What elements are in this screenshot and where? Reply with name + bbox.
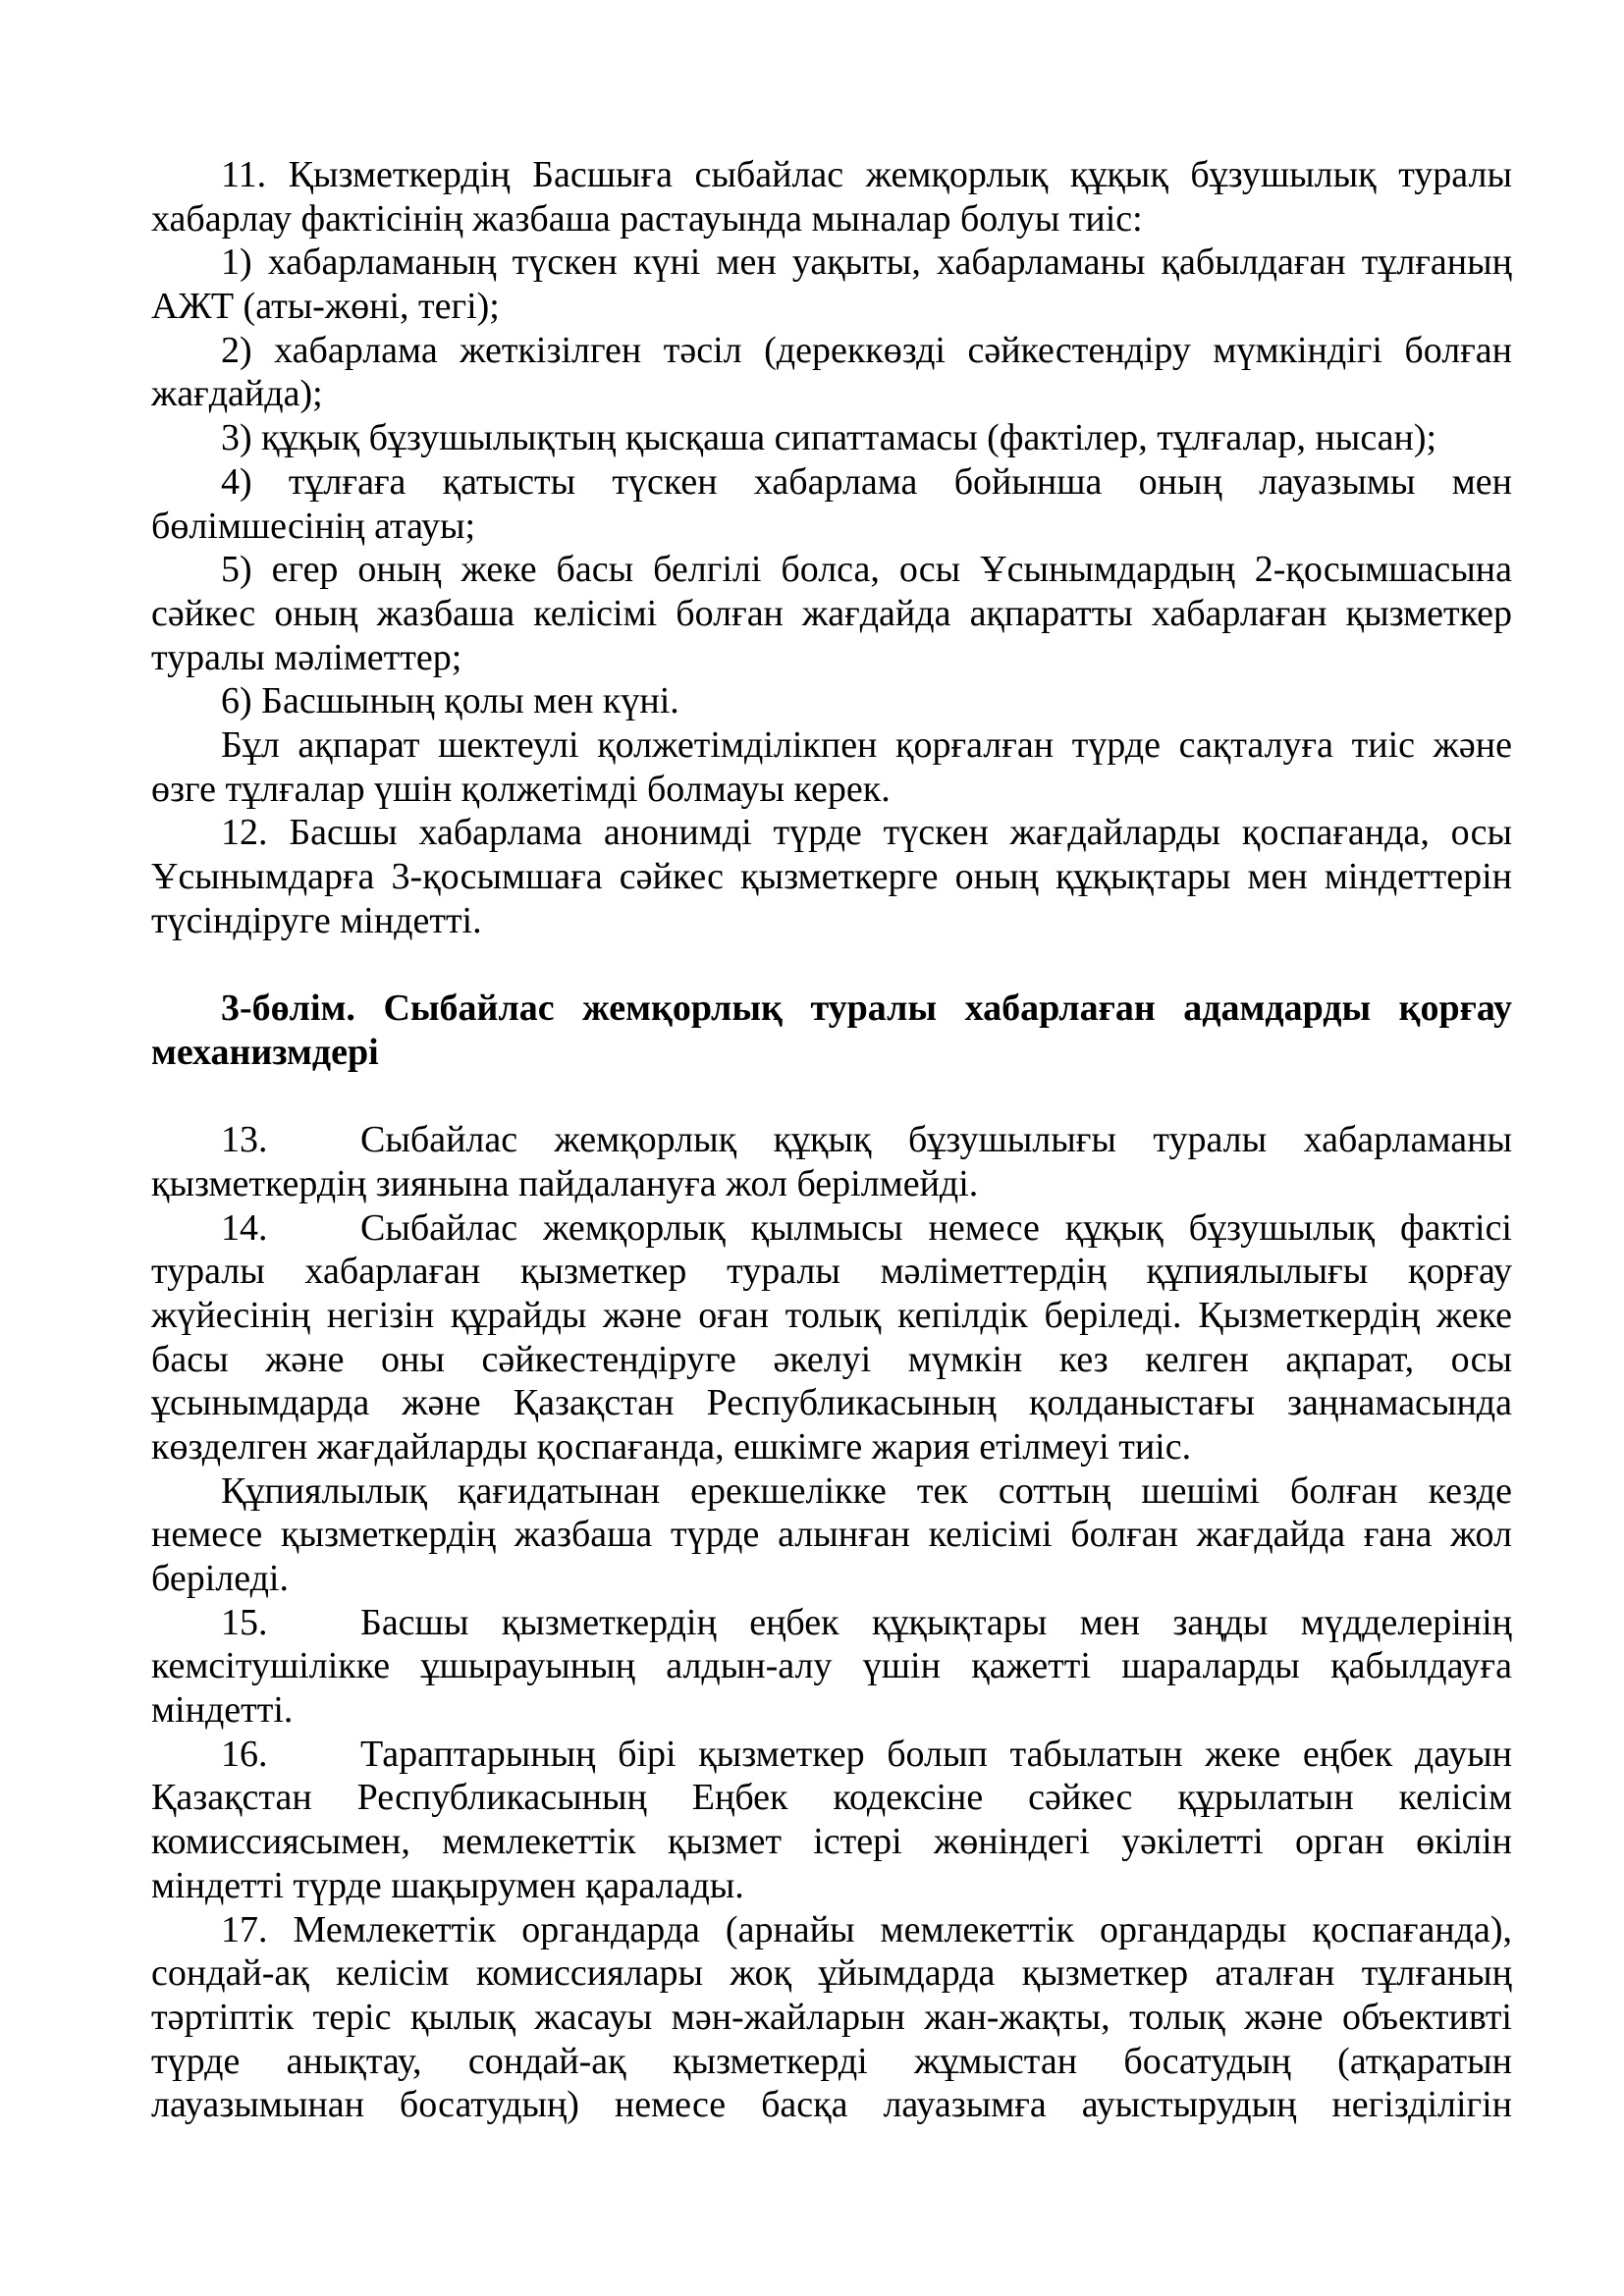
text-line: немесе қызметкердің жазбаша түрде алынған келісімі болған жағдайда ғана жол — [151, 1514, 1512, 1556]
text-line: 2) хабарлама жеткізілген тәсіл (дереккөзді сәйкестендіру мүмкіндігі болған — [221, 329, 1512, 371]
text-line: 12. Басшы хабарлама анонимді түрде түскен жағдайларды қоспағанда, осы — [221, 812, 1512, 854]
text-line: 6) Басшының қолы мен күні. — [221, 680, 679, 722]
text-line: 3) құқық бұзушылықтың қысқаша сипаттамасы (фактілер, тұлғалар, нысан); — [221, 417, 1437, 459]
text-line: өзге тұлғалар үшін қолжетімді болмауы керек. — [151, 768, 891, 810]
text-line: 16. Тараптарының бірі қызметкер болып табылатын жеке еңбек дауын — [221, 1733, 1512, 1775]
paragraph-number: 15. — [221, 1601, 268, 1643]
text-line: туралы мәліметтер; — [151, 636, 462, 678]
text-line: түсіндіруге міндетті. — [151, 899, 482, 941]
text-line: міндетті. — [151, 1689, 294, 1732]
text-line: сәйкес оның жазбаша келісімі болған жағдайда ақпаратты хабарлаған қызметкер — [151, 592, 1512, 634]
text-line: Ұсынымдарға 3-қосымшаға сәйкес қызметкерге оның құқықтары мен міндеттерін — [151, 856, 1512, 897]
text-line: ұсынымдарда және Қазақстан Республикасының қолданыстағы заңнамасында — [151, 1382, 1512, 1424]
text-line: міндетті түрде шақырумен қаралады. — [151, 1864, 744, 1906]
text-line: 4) тұлғаға қатысты түскен хабарлама бойынша оның лауазымы мен — [221, 460, 1512, 503]
section-heading-line: механизмдері — [151, 1031, 379, 1073]
paragraph-number: 13. — [221, 1119, 268, 1161]
text-line: жүйесінің негізін құрайды және оған толық кепілдік беріледі. Қызметкердің жеке — [151, 1294, 1512, 1336]
paragraph-number: 14. — [221, 1206, 268, 1249]
blank-line — [151, 1074, 1512, 1118]
text-line: 5) егер оның жеке басы белгілі болса, осы Ұсынымдардың 2-қосымшасына — [221, 549, 1512, 591]
text-line: комиссиясымен, мемлекеттік қызмет істері жөніндегі уәкілетті орган өкілін — [151, 1821, 1512, 1863]
document-body — [151, 153, 1512, 2127]
text-line: беріледі. — [151, 1558, 289, 1599]
text-line: 11. Қызметкердің Басшыға сыбайлас жемқорлық құқық бұзушылық туралы — [221, 154, 1512, 195]
text-line: АЖТ (аты-жөні, тегі); — [151, 286, 500, 328]
text-line: жағдайда); — [151, 373, 323, 415]
text-line: 13. Сыбайлас жемқорлық құқық бұзушылығы туралы хабарламаны — [221, 1119, 1512, 1161]
text-line: бөлімшесінің атауы; — [151, 505, 476, 547]
paragraph-number: 16. — [221, 1733, 268, 1775]
section-heading-line: 3-бөлім. Сыбайлас жемқорлық туралы хабарлаған адамдарды қорғау — [221, 988, 1512, 1030]
text-line: 1) хабарламаның түскен күні мен уақыты, хабарламаны қабылдаған тұлғаның — [221, 241, 1512, 284]
text-line: Қазақстан Республикасының Еңбек кодексіне сәйкес құрылатын келісім — [151, 1777, 1512, 1819]
text-line: тәртіптік теріс қылық жасауы мән-жайларын жан-жақты, толық және объективті — [151, 1996, 1512, 2038]
text-line: лауазымынан босатудың) немесе басқа лауазымға ауыстырудың негізділігін — [151, 2084, 1512, 2126]
text-line: қызметкердің зиянына пайдалануға жол берілмейді. — [151, 1162, 979, 1204]
blank-line — [151, 942, 1512, 987]
text-line: хабарлау фактісінің жазбаша растауында мыналар болуы тиіс: — [151, 197, 1143, 240]
text-line: кемсітушілікке ұшырауының алдын-алу үшін қажетті шараларды қабылдауға — [151, 1645, 1512, 1687]
text-line: туралы хабарлаған қызметкер туралы мәліметтердің құпиялылығы қорғау — [151, 1251, 1512, 1293]
text-line: басы және оны сәйкестендіруге әкелуі мүмкін кез келген ақпарат, осы — [151, 1338, 1512, 1380]
text-line: көзделген жағдайларды қоспағанда, ешкімге жария етілмеуі тиіс. — [151, 1425, 1192, 1468]
text-line: Бұл ақпарат шектеулі қолжетімділікпен қорғалған түрде сақталуға тиіс және — [221, 723, 1512, 766]
text-line: сондай-ақ келісім комиссиялары жоқ ұйымдарда қызметкер аталған тұлғаның — [151, 1952, 1512, 1995]
text-line: 15. Басшы қызметкердің еңбек құқықтары мен заңды мүдделерінің — [221, 1601, 1512, 1643]
text-line: 14. Сыбайлас жемқорлық қылмысы немесе құқық бұзушылық фактісі — [221, 1206, 1512, 1249]
text-line: түрде анықтау, сондай-ақ қызметкерді жұмыстан босатудың (атқаратын — [151, 2040, 1512, 2082]
text-line: 17. Мемлекеттік органдарда (арнайы мемлекеттік органдарды қоспағанда), — [221, 1908, 1512, 1950]
text-line: Құпиялылық қағидатынан ерекшелікке тек соттың шешімі болған кезде — [221, 1469, 1512, 1512]
